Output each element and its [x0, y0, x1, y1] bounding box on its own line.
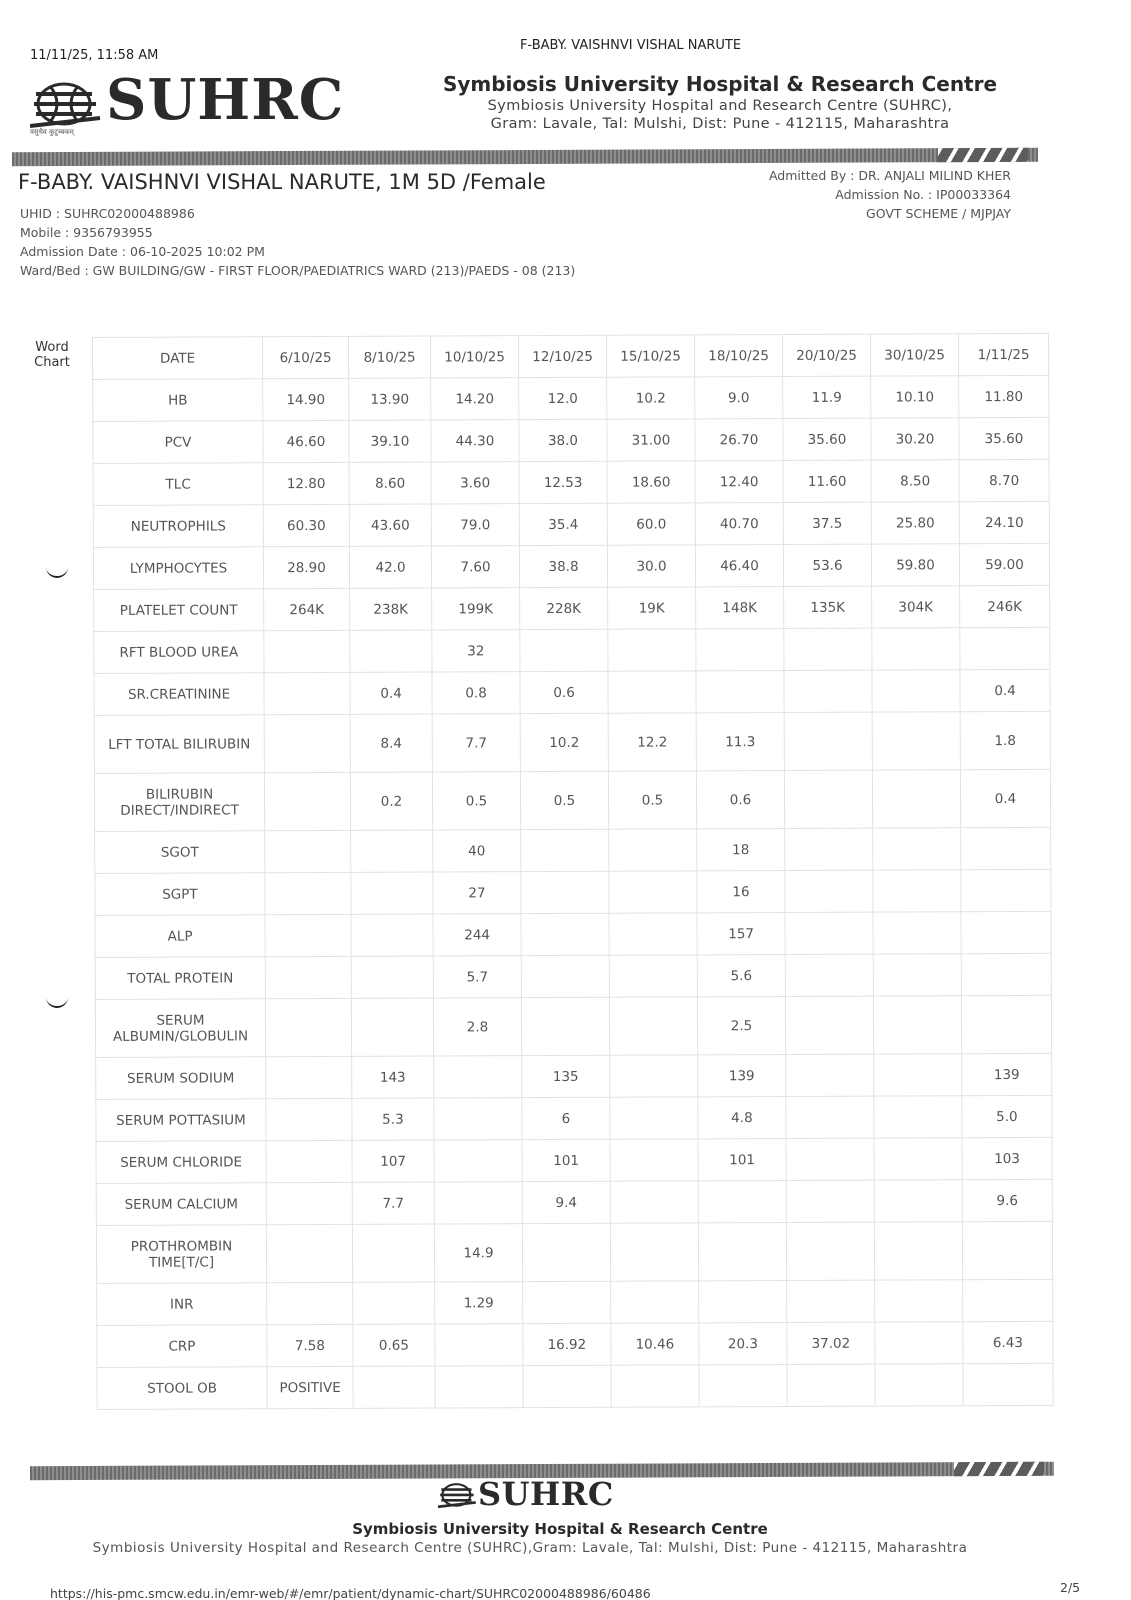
lab-value-cell: [785, 912, 873, 954]
lab-value-cell: 12.40: [695, 460, 783, 502]
lab-value-cell: 0.4: [960, 769, 1050, 827]
lab-value-cell: [610, 1055, 698, 1097]
lab-value-cell: 264K: [264, 588, 350, 630]
lab-value-cell: 246K: [960, 585, 1050, 627]
lab-value-cell: 3.60: [431, 462, 519, 504]
lab-value-cell: [787, 1280, 875, 1322]
lab-value-cell: 46.40: [695, 544, 783, 586]
lab-parameter-name: SR.CREATININE: [94, 673, 264, 716]
lab-value-cell: [787, 1364, 875, 1406]
lab-parameter-name: STOOL OB: [97, 1367, 267, 1410]
lab-row: [96, 1221, 1052, 1283]
lab-value-cell: [611, 1365, 699, 1407]
lab-value-cell: 103: [962, 1137, 1052, 1179]
admission-number: Admission No. : IP00033364: [835, 187, 1011, 202]
lab-value-cell: [266, 1098, 352, 1140]
lab-value-cell: 19K: [608, 587, 696, 629]
lab-value-cell: 1.8: [960, 711, 1050, 769]
lab-value-cell: [521, 955, 609, 997]
hospital-address-line2: Gram: Lavale, Tal: Mulshi, Dist: Pune - 412115, Maharashtra: [490, 116, 950, 132]
lab-value-cell: [874, 1180, 962, 1222]
lab-row: [94, 711, 1050, 773]
lab-value-cell: 53.6: [783, 544, 871, 586]
date-column-header: 6/10/25: [263, 336, 349, 378]
lab-row: [96, 1137, 1052, 1183]
lab-value-cell: 6.43: [963, 1321, 1053, 1363]
lab-value-cell: [265, 872, 351, 914]
lab-value-cell: [786, 1222, 874, 1280]
patient-uhid: UHID : SUHRC02000488986: [20, 206, 195, 221]
lab-value-cell: [351, 998, 433, 1056]
lab-value-cell: [353, 1366, 435, 1408]
lab-value-cell: [872, 670, 960, 712]
date-column-header: 10/10/25: [430, 336, 518, 378]
lab-value-cell: [351, 872, 433, 914]
lab-value-cell: [265, 998, 351, 1056]
lab-value-cell: [434, 1140, 522, 1182]
lab-row: [95, 911, 1051, 957]
lab-value-cell: 35.60: [959, 417, 1049, 459]
lab-value-cell: [873, 912, 961, 954]
date-header-label: DATE: [93, 337, 263, 380]
lab-value-cell: [784, 628, 872, 670]
patient-admission-date: Admission Date : 06-10-2025 10:02 PM: [20, 244, 265, 259]
footer-hospital-name: Symbiosis University Hospital & Research Centre: [352, 1520, 768, 1538]
lab-value-cell: 16: [697, 870, 785, 912]
lab-value-cell: [960, 627, 1050, 669]
lab-row: [95, 827, 1051, 873]
lab-value-cell: [786, 1096, 874, 1138]
lab-value-cell: [873, 870, 961, 912]
lab-value-cell: 9.4: [522, 1181, 610, 1223]
lab-value-cell: [350, 630, 432, 672]
lab-row: [95, 995, 1051, 1057]
punch-hole-mark: [46, 996, 68, 1008]
lab-value-cell: [520, 629, 608, 671]
lab-value-cell: 9.0: [695, 376, 783, 418]
lab-value-cell: 9.6: [962, 1179, 1052, 1221]
lab-value-cell: 40.70: [695, 502, 783, 544]
lab-value-cell: [961, 827, 1051, 869]
lab-value-cell: 0.8: [432, 672, 520, 714]
lab-row: [96, 1053, 1052, 1099]
admission-details: [769, 166, 1011, 223]
lab-value-cell: 37.5: [783, 502, 871, 544]
lab-value-cell: [785, 828, 873, 870]
lab-row: [95, 869, 1051, 915]
lab-value-cell: [351, 914, 433, 956]
lab-value-cell: 228K: [520, 587, 608, 629]
lab-value-cell: 5.0: [962, 1095, 1052, 1137]
footer-logo-wordmark: SUHRC: [478, 1475, 614, 1513]
lab-value-cell: [875, 1280, 963, 1322]
admitted-by: Admitted By : DR. ANJALI MILIND KHER: [768, 168, 1011, 183]
lab-value-cell: 199K: [432, 588, 520, 630]
lab-value-cell: 135: [522, 1055, 610, 1097]
lab-value-cell: 30.0: [607, 545, 695, 587]
lab-parameter-name: CRP: [97, 1325, 267, 1368]
lab-value-cell: 38.0: [519, 419, 607, 461]
lab-value-cell: 10.10: [871, 376, 959, 418]
lab-value-cell: 14.90: [263, 378, 349, 420]
lab-value-cell: [786, 1138, 874, 1180]
lab-row: [96, 1095, 1052, 1141]
lab-value-cell: 139: [698, 1054, 786, 1096]
lab-value-cell: [874, 1096, 962, 1138]
lab-value-cell: [699, 1364, 787, 1406]
lab-value-cell: [611, 1281, 699, 1323]
lab-value-cell: [872, 770, 960, 828]
lab-value-cell: 28.90: [263, 546, 349, 588]
patient-name-line: F-BABY. VAISHNVI VISHAL NARUTE, 1M 5D /Female: [18, 170, 546, 194]
footer-address: Symbiosis University Hospital and Research Centre (SUHRC),Gram: Lavale, Tal: Mulshi, Dist: Pune - 412115, Maharashtra: [92, 1540, 968, 1556]
lab-value-cell: 12.53: [519, 461, 607, 503]
lab-row: [93, 459, 1049, 505]
lab-parameter-name: BILIRUBIN DIRECT/INDIRECT: [94, 773, 264, 832]
lab-value-cell: [264, 672, 350, 714]
lab-value-cell: 4.8: [698, 1096, 786, 1138]
lab-value-cell: [351, 830, 433, 872]
lab-parameter-name: PROTHROMBIN TIME[T/C]: [96, 1225, 266, 1284]
lab-value-cell: 0.4: [960, 669, 1050, 711]
lab-value-cell: 12.2: [608, 713, 696, 771]
lab-value-cell: [961, 995, 1051, 1053]
lab-value-cell: 60.30: [263, 504, 349, 546]
lab-value-cell: 135K: [784, 586, 872, 628]
lab-parameter-name: SGOT: [95, 831, 265, 874]
lab-value-cell: 40: [433, 830, 521, 872]
lab-value-cell: 14.9: [434, 1224, 522, 1282]
lab-value-cell: 143: [352, 1056, 434, 1098]
lab-value-cell: [698, 1180, 786, 1222]
lab-value-cell: [961, 953, 1051, 995]
lab-value-cell: [266, 1224, 352, 1282]
lab-value-cell: [963, 1279, 1053, 1321]
lab-value-cell: 0.65: [353, 1324, 435, 1366]
lab-value-cell: 101: [522, 1139, 610, 1181]
date-column-header: 18/10/25: [694, 334, 782, 376]
globe-logo-icon: [30, 80, 104, 132]
lab-parameter-name: TOTAL PROTEIN: [95, 957, 265, 1000]
lab-value-cell: 60.0: [607, 503, 695, 545]
lab-value-cell: [521, 913, 609, 955]
lab-value-cell: 2.8: [433, 998, 521, 1056]
lab-value-cell: [696, 628, 784, 670]
lab-value-cell: 26.70: [695, 418, 783, 460]
header-divider: [12, 148, 1038, 166]
lab-value-cell: 35.60: [783, 418, 871, 460]
lab-row: [93, 375, 1049, 421]
lab-value-cell: 7.60: [431, 546, 519, 588]
lab-row: [93, 543, 1049, 589]
lab-value-cell: [873, 828, 961, 870]
lab-row: [93, 417, 1049, 463]
logo-tagline: वसुधैव कुटुम्बकम्: [30, 128, 74, 136]
lab-value-cell: [610, 1223, 698, 1281]
lab-value-cell: [352, 1224, 434, 1282]
lab-parameter-name: SERUM CHLORIDE: [96, 1141, 266, 1184]
lab-value-cell: [786, 1180, 874, 1222]
date-header-row: [93, 333, 1049, 379]
lab-row: [94, 627, 1050, 673]
lab-value-cell: [522, 1223, 610, 1281]
lab-value-cell: 0.5: [608, 771, 696, 829]
lab-value-cell: [610, 1097, 698, 1139]
date-column-header: 8/10/25: [348, 336, 430, 378]
date-column-header: 15/10/25: [606, 335, 694, 377]
lab-value-cell: 35.4: [519, 503, 607, 545]
lab-value-cell: 5.7: [433, 956, 521, 998]
lab-value-cell: 20.3: [699, 1322, 787, 1364]
lab-value-cell: 39.10: [349, 420, 431, 462]
lab-value-cell: 32: [432, 630, 520, 672]
print-datetime: 11/11/25, 11:58 AM: [30, 48, 159, 63]
lab-value-cell: [699, 1280, 787, 1322]
lab-row: [97, 1363, 1053, 1409]
lab-value-cell: 46.60: [263, 420, 349, 462]
hospital-address-line1: Symbiosis University Hospital and Research Centre (SUHRC),: [487, 98, 953, 114]
date-column-header: 20/10/25: [782, 334, 870, 376]
lab-value-cell: 5.6: [697, 954, 785, 996]
lab-value-cell: 8.60: [349, 462, 431, 504]
lab-parameter-name: ALP: [95, 915, 265, 958]
lab-parameter-name: TLC: [93, 463, 263, 506]
lab-value-cell: 1.29: [435, 1282, 523, 1324]
lab-value-cell: [784, 712, 872, 770]
lab-row: [97, 1321, 1053, 1367]
lab-value-cell: 0.6: [696, 770, 784, 828]
lab-value-cell: [521, 829, 609, 871]
lab-value-cell: 0.2: [350, 772, 432, 830]
lab-parameter-name: HB: [93, 379, 263, 422]
lab-value-cell: [609, 955, 697, 997]
lab-value-cell: [435, 1366, 523, 1408]
lab-value-cell: POSITIVE: [267, 1366, 353, 1408]
lab-value-cell: [785, 870, 873, 912]
lab-value-cell: [264, 772, 350, 830]
lab-value-cell: [266, 1140, 352, 1182]
lab-value-cell: [784, 670, 872, 712]
lab-value-cell: 139: [962, 1053, 1052, 1095]
lab-value-cell: [873, 996, 961, 1054]
lab-value-cell: 107: [352, 1140, 434, 1182]
lab-value-cell: [523, 1281, 611, 1323]
globe-logo-icon: [438, 1482, 478, 1510]
lab-value-cell: 38.8: [519, 545, 607, 587]
lab-value-cell: 8.50: [871, 460, 959, 502]
lab-parameter-name: SERUM ALBUMIN/GLOBULIN: [95, 999, 265, 1058]
lab-value-cell: 24.10: [959, 501, 1049, 543]
date-column-header: 12/10/25: [518, 335, 606, 377]
logo-wordmark: SUHRC: [106, 67, 345, 133]
lab-value-cell: [963, 1363, 1053, 1405]
lab-value-cell: [521, 997, 609, 1055]
footer-url: https://his-pmc.smcw.edu.in/emr-web/#/emr/patient/dynamic-chart/SUHRC02000488986/60486: [50, 1586, 651, 1600]
chart-label: Word Chart: [34, 340, 70, 370]
lab-value-cell: 238K: [350, 588, 432, 630]
lab-value-cell: 12.0: [519, 377, 607, 419]
lab-value-cell: 13.90: [349, 378, 431, 420]
lab-value-cell: 18: [697, 828, 785, 870]
lab-value-cell: [264, 630, 350, 672]
lab-value-cell: [610, 1181, 698, 1223]
lab-value-cell: [872, 712, 960, 770]
lab-value-cell: 6: [522, 1097, 610, 1139]
lab-value-cell: 25.80: [871, 502, 959, 544]
lab-parameter-name: PLATELET COUNT: [94, 589, 264, 632]
lab-value-cell: [698, 1222, 786, 1280]
lab-value-cell: 101: [698, 1138, 786, 1180]
lab-value-cell: 0.5: [432, 772, 520, 830]
lab-value-cell: 10.2: [520, 713, 608, 771]
lab-value-cell: 7.7: [352, 1182, 434, 1224]
lab-value-cell: [609, 997, 697, 1055]
date-column-header: 30/10/25: [870, 334, 958, 376]
lab-value-cell: 31.00: [607, 419, 695, 461]
lab-value-cell: 304K: [872, 586, 960, 628]
lab-value-cell: 10.2: [607, 377, 695, 419]
lab-value-cell: 0.5: [520, 771, 608, 829]
lab-value-cell: [962, 1221, 1052, 1279]
lab-row: [97, 1279, 1053, 1325]
lab-value-cell: 244: [433, 914, 521, 956]
page-number: 2/5: [1060, 1580, 1081, 1595]
lab-value-cell: [872, 628, 960, 670]
lab-value-cell: [875, 1364, 963, 1406]
lab-value-cell: [608, 671, 696, 713]
lab-value-cell: [786, 1054, 874, 1096]
lab-value-cell: 8.70: [959, 459, 1049, 501]
lab-value-cell: [609, 871, 697, 913]
lab-parameter-name: LFT TOTAL BILIRUBIN: [94, 715, 264, 774]
lab-value-cell: [434, 1182, 522, 1224]
hospital-name: Symbiosis University Hospital & Research Centre: [442, 72, 998, 96]
lab-value-cell: 79.0: [431, 504, 519, 546]
lab-value-cell: [785, 954, 873, 996]
lab-row: [93, 501, 1049, 547]
lab-value-cell: [266, 1182, 352, 1224]
lab-value-cell: [265, 914, 351, 956]
date-column-header: 1/11/25: [958, 333, 1048, 375]
lab-parameter-name: SERUM POTTASIUM: [96, 1099, 266, 1142]
lab-value-cell: [696, 670, 784, 712]
lab-value-cell: 59.00: [959, 543, 1049, 585]
scheme: GOVT SCHEME / MJPJAY: [866, 206, 1011, 221]
lab-value-cell: 18.60: [607, 461, 695, 503]
lab-value-cell: 43.60: [349, 504, 431, 546]
lab-results-table: [92, 333, 1054, 1410]
lab-value-cell: 30.20: [871, 418, 959, 460]
lab-value-cell: 27: [433, 872, 521, 914]
lab-value-cell: 11.9: [783, 376, 871, 418]
lab-value-cell: [434, 1056, 522, 1098]
lab-parameter-name: NEUTROPHILS: [93, 505, 263, 548]
lab-value-cell: 2.5: [697, 996, 785, 1054]
lab-value-cell: [353, 1282, 435, 1324]
lab-value-cell: 7.7: [432, 714, 520, 772]
lab-value-cell: [267, 1282, 353, 1324]
lab-value-cell: [266, 1056, 352, 1098]
hospital-logo: [30, 67, 382, 140]
lab-value-cell: [874, 1138, 962, 1180]
lab-parameter-name: INR: [97, 1283, 267, 1326]
lab-value-cell: 7.58: [267, 1324, 353, 1366]
footer-logo: [438, 1475, 648, 1522]
lab-value-cell: 42.0: [349, 546, 431, 588]
lab-value-cell: [785, 996, 873, 1054]
patient-mobile: Mobile : 9356793955: [20, 225, 153, 240]
lab-value-cell: 59.80: [871, 544, 959, 586]
lab-parameter-name: SGPT: [95, 873, 265, 916]
lab-value-cell: 11.80: [959, 375, 1049, 417]
lab-value-cell: 10.46: [611, 1323, 699, 1365]
lab-parameter-name: SERUM SODIUM: [96, 1057, 266, 1100]
lab-value-cell: 11.3: [696, 712, 784, 770]
punch-hole-mark: [46, 566, 68, 578]
lab-value-cell: 37.02: [787, 1322, 875, 1364]
lab-value-cell: 0.4: [350, 672, 432, 714]
lab-value-cell: 14.20: [431, 378, 519, 420]
lab-value-cell: 5.3: [352, 1098, 434, 1140]
lab-value-cell: [961, 869, 1051, 911]
lab-value-cell: 44.30: [431, 420, 519, 462]
lab-row: [95, 953, 1051, 999]
lab-value-cell: [873, 954, 961, 996]
lab-value-cell: [875, 1322, 963, 1364]
lab-value-cell: [784, 770, 872, 828]
lab-row: [94, 669, 1050, 715]
lab-value-cell: 11.60: [783, 460, 871, 502]
lab-value-cell: 0.6: [520, 671, 608, 713]
lab-value-cell: [608, 629, 696, 671]
lab-value-cell: [521, 871, 609, 913]
lab-value-cell: 8.4: [350, 714, 432, 772]
lab-value-cell: [523, 1365, 611, 1407]
lab-value-cell: [351, 956, 433, 998]
lab-value-cell: [609, 913, 697, 955]
lab-value-cell: [874, 1054, 962, 1096]
lab-parameter-name: RFT BLOOD UREA: [94, 631, 264, 674]
patient-ward-bed: Ward/Bed : GW BUILDING/GW - FIRST FLOOR/PAEDIATRICS WARD (213)/PAEDS - 08 (213): [20, 263, 576, 278]
lab-value-cell: 12.80: [263, 462, 349, 504]
lab-parameter-name: PCV: [93, 421, 263, 464]
lab-value-cell: [264, 714, 350, 772]
lab-value-cell: [874, 1222, 962, 1280]
lab-row: [94, 585, 1050, 631]
print-patient-name: F-BABY. VAISHNVI VISHAL NARUTE: [520, 38, 742, 53]
lab-value-cell: 16.92: [523, 1323, 611, 1365]
lab-value-cell: [265, 956, 351, 998]
lab-row: [94, 769, 1050, 831]
lab-value-cell: 157: [697, 912, 785, 954]
lab-parameter-name: SERUM CALCIUM: [96, 1183, 266, 1226]
lab-value-cell: [265, 830, 351, 872]
lab-value-cell: [610, 1139, 698, 1181]
lab-value-cell: 148K: [696, 586, 784, 628]
lab-value-cell: [435, 1324, 523, 1366]
lab-value-cell: [434, 1098, 522, 1140]
lab-row: [96, 1179, 1052, 1225]
lab-parameter-name: LYMPHOCYTES: [93, 547, 263, 590]
lab-value-cell: [961, 911, 1051, 953]
lab-value-cell: [609, 829, 697, 871]
